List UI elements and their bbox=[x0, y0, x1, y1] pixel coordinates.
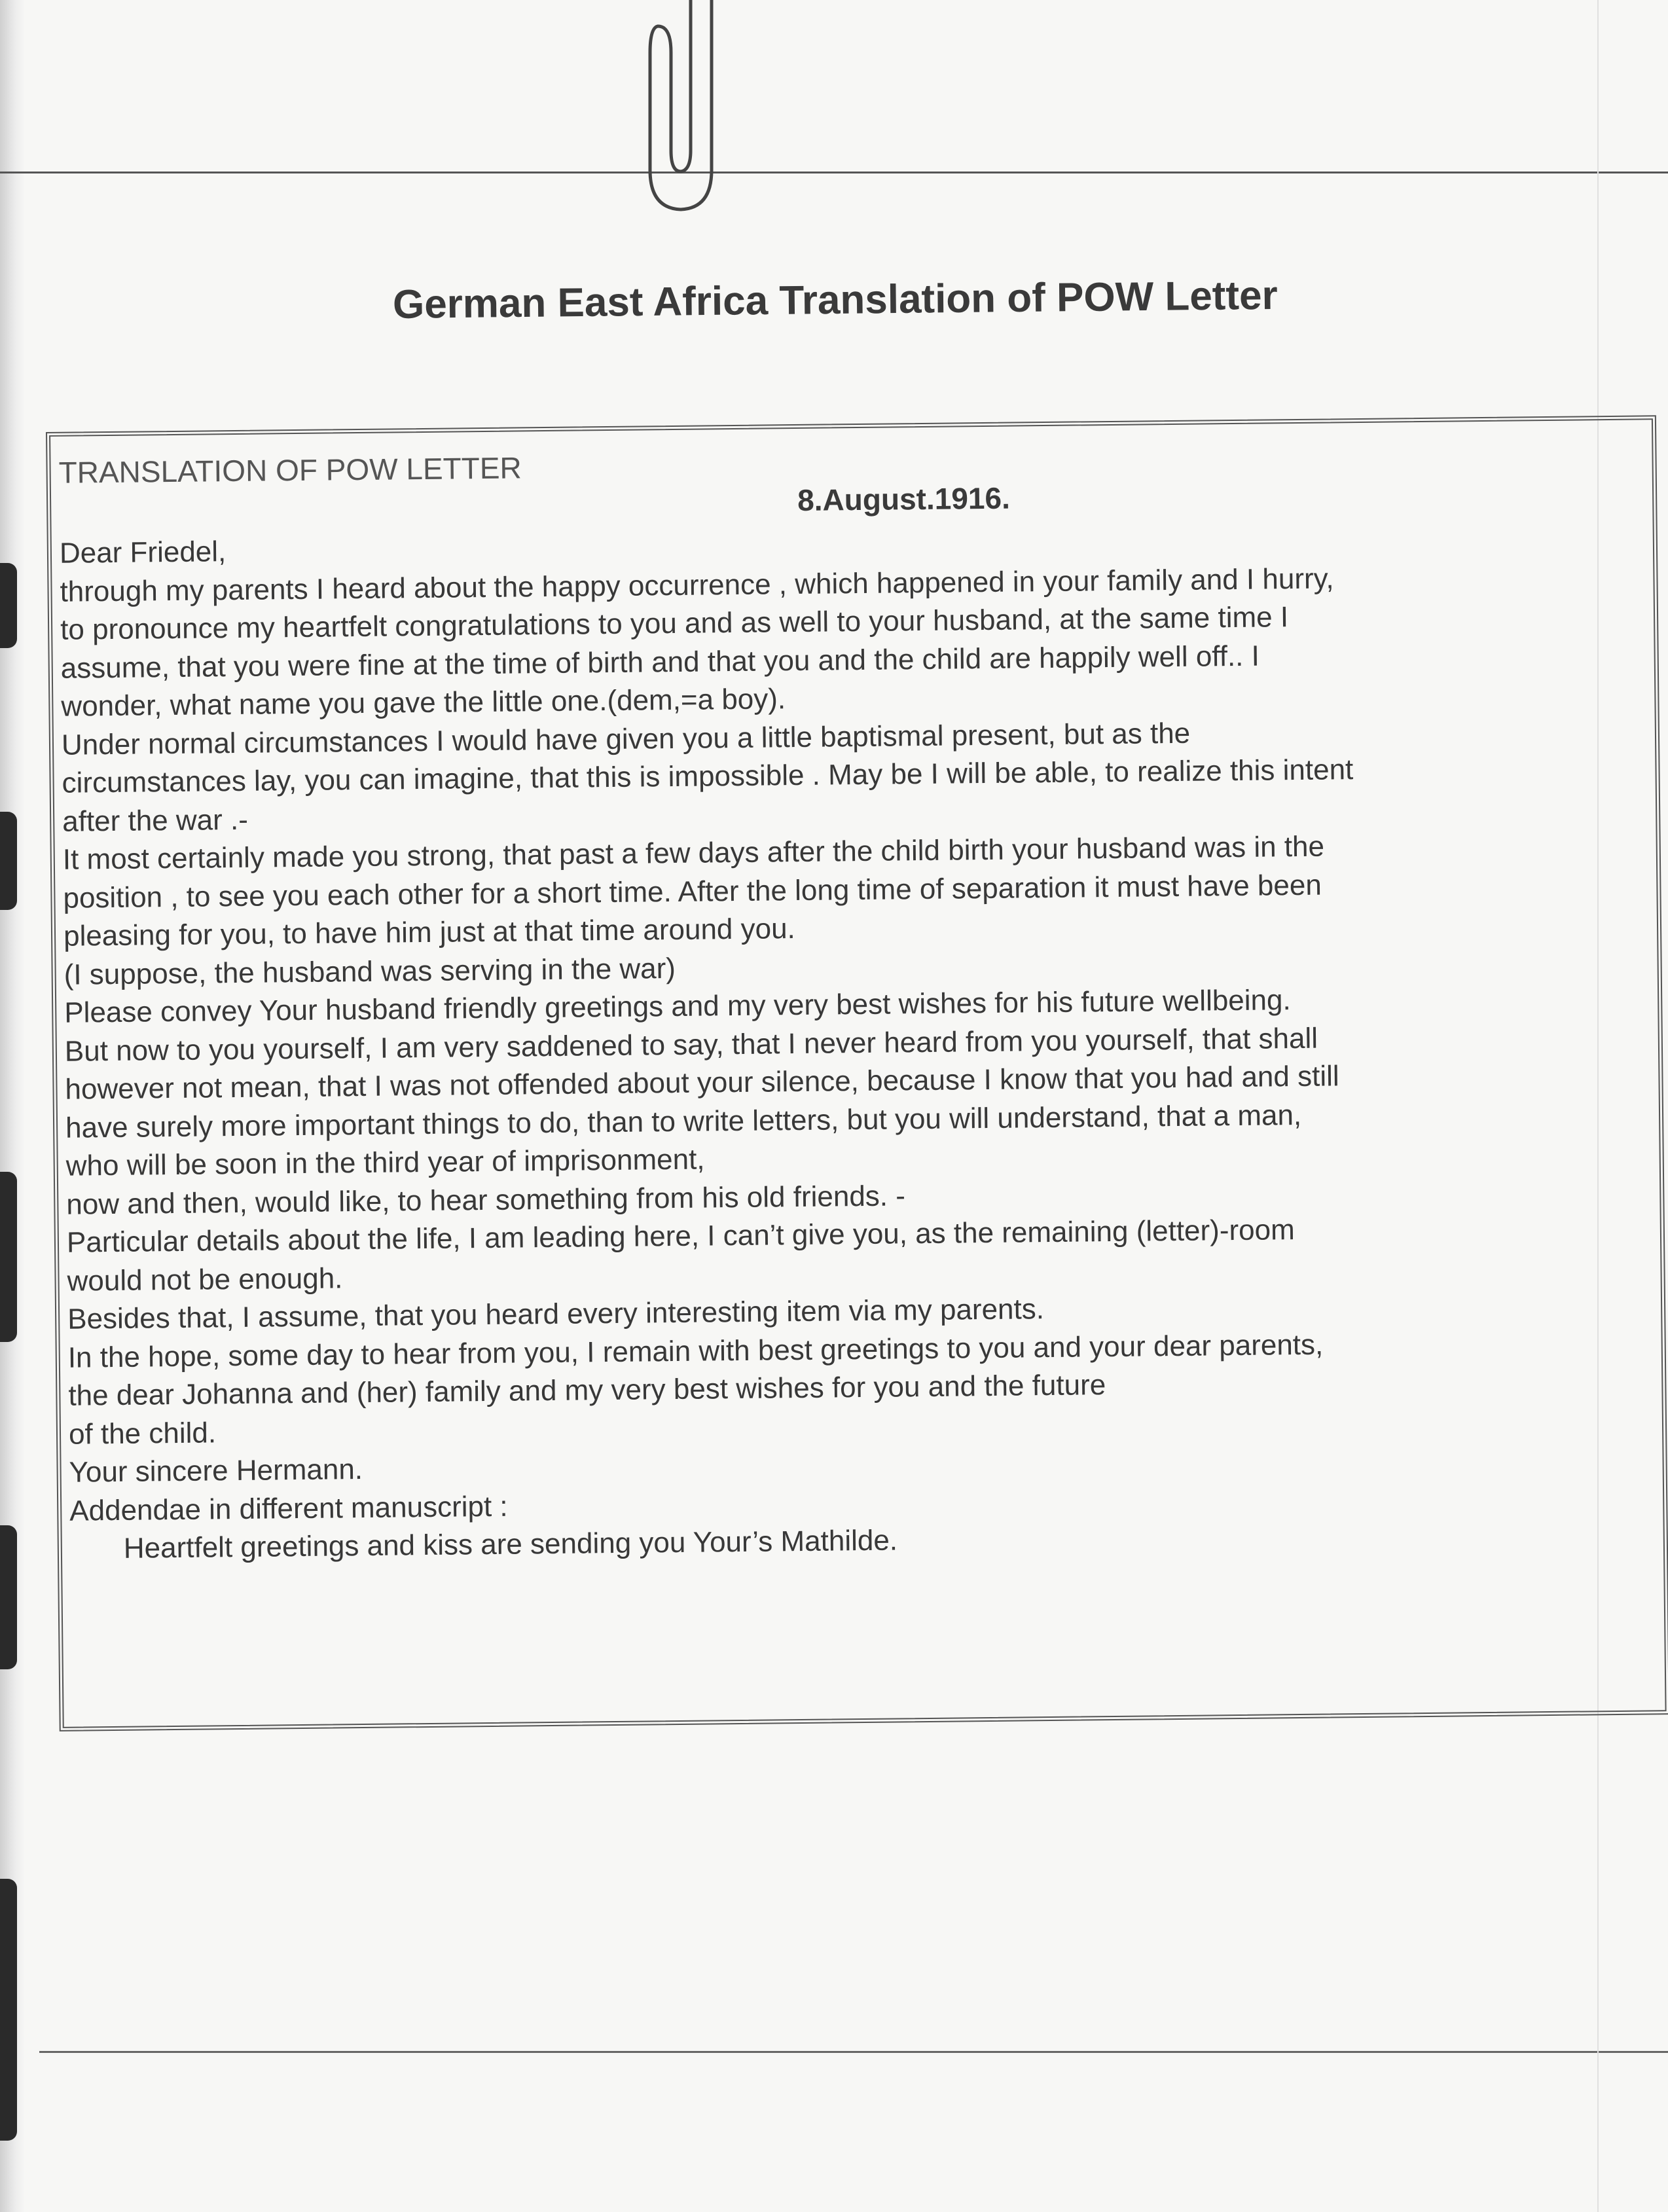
binder-tab bbox=[0, 1172, 17, 1342]
binder-tab bbox=[0, 1879, 17, 2141]
letter-line: pleasing for you, to have him just at that time around you. bbox=[63, 913, 796, 952]
letter-body bbox=[60, 518, 1654, 1568]
letter-line: to pronounce my heartfelt congratulations to you and as well to your husband, at the same time I bbox=[60, 601, 1289, 646]
bottom-rule bbox=[39, 2051, 1668, 2053]
letter-line: Please convey Your husband friendly greetings and my very best wishes for his future wellbeing. bbox=[64, 984, 1291, 1029]
letter-line: however not mean, that I was not offended about your silence, because I know that you had and still bbox=[65, 1060, 1339, 1106]
letter-box bbox=[46, 415, 1668, 1732]
binder-tab bbox=[0, 812, 17, 910]
letter-line: Dear Friedel, bbox=[59, 535, 227, 570]
letter-line: But now to you yourself, I am very saddened to say, that I never heard from you yourself, that shall bbox=[64, 1022, 1318, 1068]
letter-line: circumstances lay, you can imagine, that this is impossible . May be I will be able, to realize this intent bbox=[62, 753, 1354, 799]
letter-line: who will be soon in the third year of imprisonment, bbox=[65, 1143, 705, 1182]
letter-line: wonder, what name you gave the little one.(dem,=a boy). bbox=[61, 683, 786, 723]
letter-line: have surely more important things to do, than to write letters, but you will understand, that a man, bbox=[65, 1098, 1302, 1144]
letter-line: Besides that, I assume, that you heard every interesting item via my parents. bbox=[67, 1293, 1045, 1335]
letter-line: position , to see you each other for a short time. After the long time of separation it must have been bbox=[63, 869, 1322, 915]
letter-heading: TRANSLATION OF POW LETTER bbox=[58, 450, 522, 490]
letter-date: 8.August.1916. bbox=[797, 480, 1011, 517]
letter-line: after the war .- bbox=[62, 803, 249, 838]
binder-tab bbox=[0, 1525, 17, 1669]
letter-line: In the hope, some day to hear from you, I remain with best greetings to you and your dear parents, bbox=[67, 1328, 1324, 1374]
paperclip-icon bbox=[645, 0, 717, 216]
letter-addendum: Heartfelt greetings and kiss are sending you Your’s Mathilde. bbox=[123, 1524, 898, 1565]
letter-line: Your sincere Hermann. bbox=[69, 1453, 363, 1489]
letter-line: through my parents I heard about the happy occurrence , which happened in your family and I hurry, bbox=[60, 562, 1334, 608]
letter-line: would not be enough. bbox=[67, 1261, 343, 1297]
letter-line: Under normal circumstances I would have given you a little baptismal present, but as the bbox=[61, 717, 1191, 761]
letter-line: It most certainly made you strong, that past a few days after the child birth your husband was in the bbox=[62, 830, 1325, 876]
letter-line: Particular details about the life, I am leading here, I can’t give you, as the remaining (letter)-room bbox=[66, 1214, 1295, 1259]
letter-line: the dear Johanna and (her) family and my very best wishes for you and the future bbox=[68, 1369, 1106, 1412]
letter-line: of the child. bbox=[68, 1416, 217, 1451]
letter-line: now and then, would like, to hear something from his old friends. - bbox=[66, 1179, 906, 1221]
letter-line: Addendae in different manuscript : bbox=[69, 1490, 508, 1527]
page-title: German East Africa Translation of POW Letter bbox=[392, 272, 1278, 327]
letter-line: (I suppose, the husband was serving in the war) bbox=[63, 952, 676, 991]
letter-line: assume, that you were fine at the time of birth and that you and the child are happily well off.. I bbox=[60, 640, 1260, 685]
binder-tab bbox=[0, 563, 17, 648]
top-rule bbox=[0, 172, 1668, 173]
